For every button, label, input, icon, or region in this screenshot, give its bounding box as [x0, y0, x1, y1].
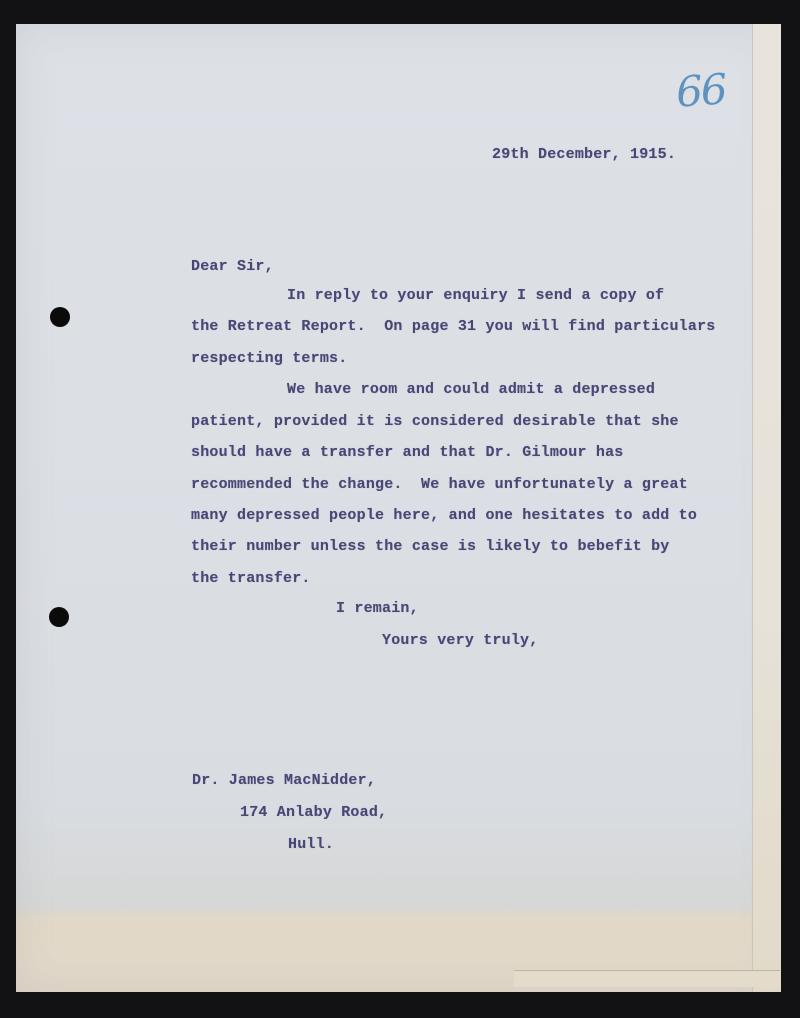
punch-hole-top — [50, 307, 70, 327]
underlying-sheet-edge — [514, 970, 780, 987]
body-line: their number unless the case is likely to bebefit by — [191, 538, 670, 555]
folio-number: 66 — [674, 64, 728, 117]
salutation: Dear Sir, — [191, 258, 274, 275]
body-line: recommended the change. We have unfortunately a great — [191, 476, 688, 493]
body-line: patient, provided it is considered desirable that she — [191, 413, 679, 430]
body-line: We have room and could admit a depressed — [287, 381, 656, 398]
body-line: In reply to your enquiry I send a copy of — [287, 287, 665, 304]
letter-date: 29th December, 1915. — [492, 146, 677, 163]
closing-line: I remain, — [336, 600, 419, 617]
body-line: many depressed people here, and one hesitates to add to — [191, 507, 698, 524]
body-line: the Retreat Report. On page 31 you will find particulars — [191, 318, 716, 335]
body-line: the transfer. — [191, 570, 311, 587]
page-edge — [752, 24, 781, 992]
closing-signoff: Yours very truly, — [382, 632, 539, 649]
body-line: respecting terms. — [191, 350, 348, 367]
recipient-name: Dr. James MacNidder, — [192, 772, 377, 789]
recipient-city: Hull. — [288, 836, 335, 853]
body-line: should have a transfer and that Dr. Gilmour has — [191, 444, 624, 461]
punch-hole-bottom — [49, 607, 69, 627]
recipient-street: 174 Anlaby Road, — [240, 804, 388, 821]
